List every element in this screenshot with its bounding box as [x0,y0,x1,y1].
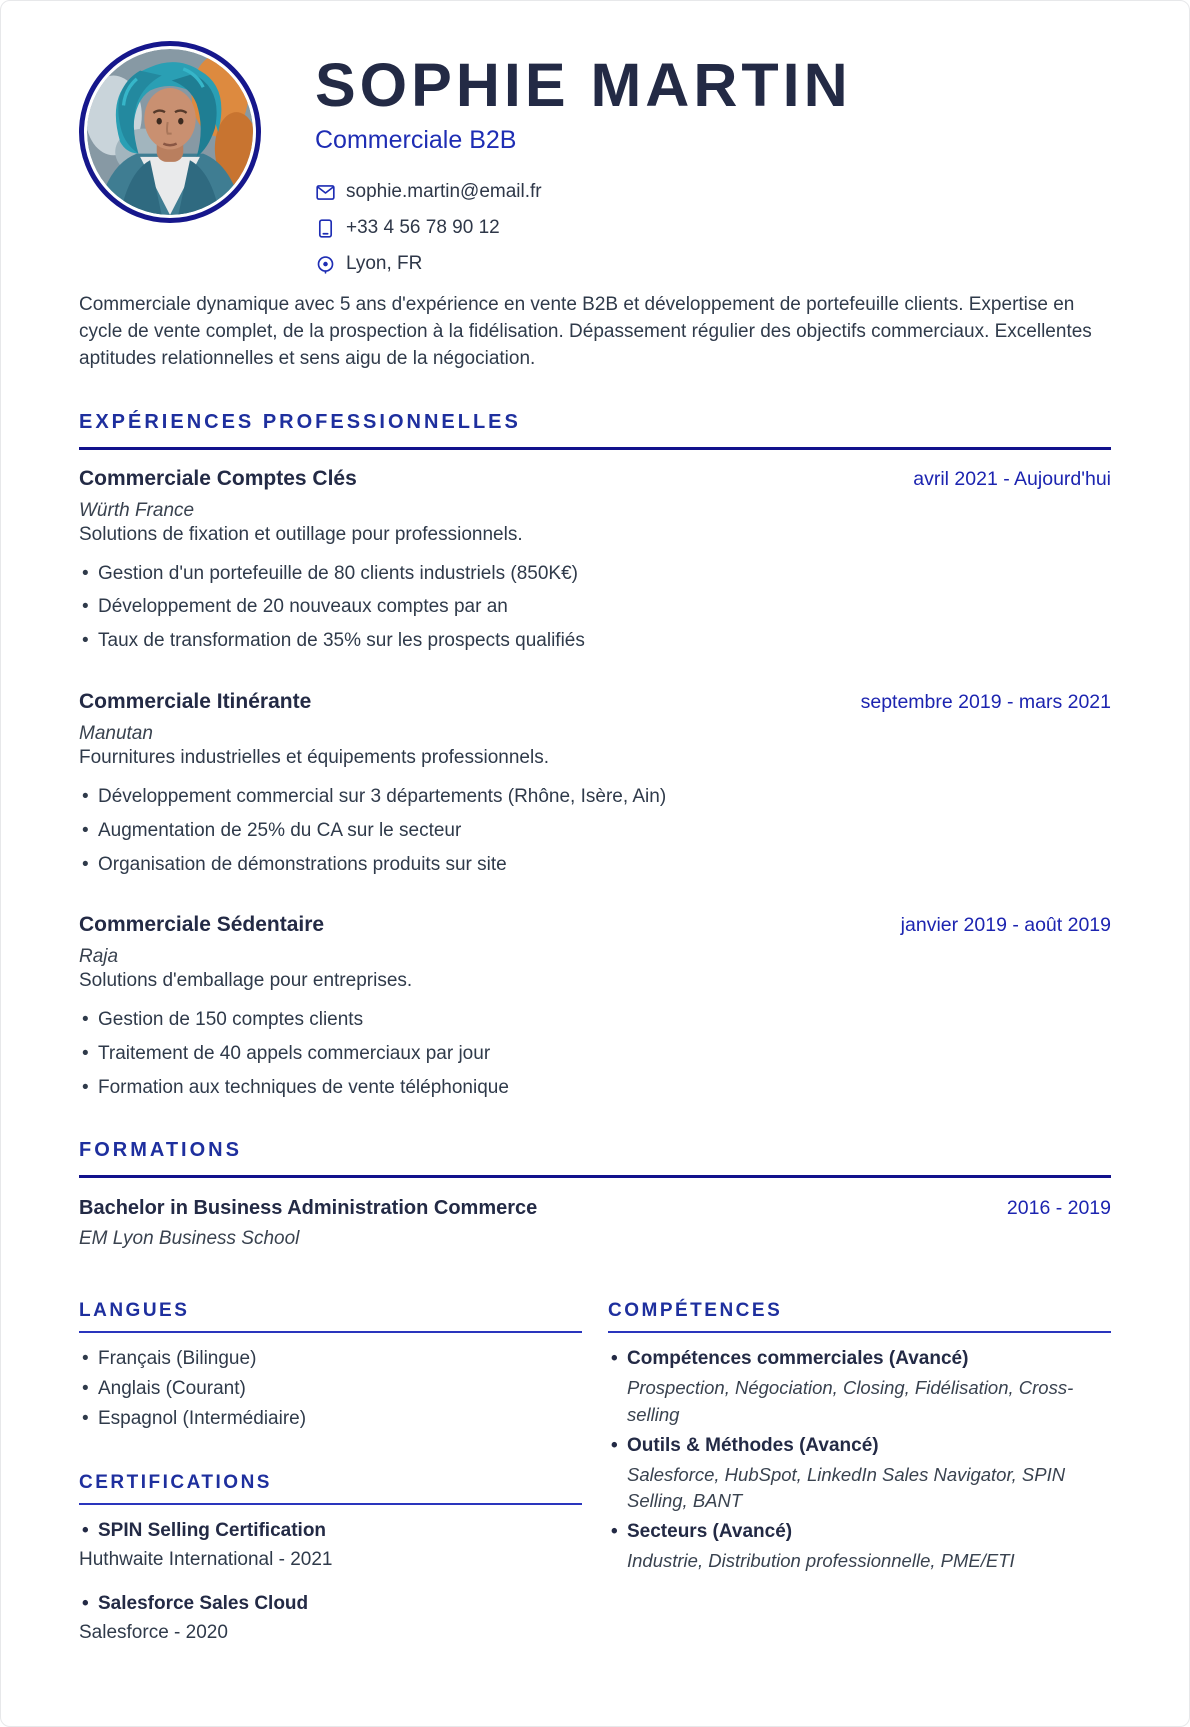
job-bullet-list [79,1007,1111,1100]
job-entry [79,690,1111,877]
section-languages-title: LANGUES [79,1300,582,1333]
right-column [608,1300,1111,1666]
job-bullet: • Développement commercial sur 3 départements (Rhône, Isère, Ain) [79,784,1111,810]
certification-name: • Salesforce Sales Cloud [79,1593,582,1615]
contact-phone-text: +33 4 56 78 90 12 [346,217,500,239]
contact-phone [315,217,852,239]
skill-entry [608,1521,1111,1575]
profile-summary: Commerciale dynamique avec 5 ans d'expérience en vente B2B et développement de portefeuille clients. Expertise en cycle de vente complet, de la prospection à la fidélisation. Dépassement régulier des objectifs commerciaux. Excellentes aptitudes relationnelles et sens aigu de la négociation. [79,294,1092,370]
section-skills-title: COMPÉTENCES [608,1300,1111,1333]
contact-location [315,253,852,275]
job-description: Solutions d'emballage pour entreprises. [79,970,413,992]
job-description: Fournitures industrielles et équipements professionnels. [79,747,549,768]
job-bullet: • Taux de transformation de 35% sur les prospects qualifiés [79,628,1111,654]
certification-entry [79,1593,582,1644]
language-list [79,1348,582,1430]
avatar [79,41,261,223]
job-bullet: • Traitement de 40 appels commerciaux par jour [79,1041,1111,1067]
education-school: EM Lyon Business School [79,1227,300,1249]
phone-icon [315,218,336,239]
job-role: Commerciale Comptes Clés [79,466,357,490]
job-company: Manutan [79,723,153,744]
certification-entry [79,1520,582,1571]
avatar-illustration [87,49,253,215]
section-experience-title: EXPÉRIENCES PROFESSIONNELLES [79,411,1111,450]
education-entry [79,1197,1111,1250]
job-role: Commerciale Itinérante [79,690,312,713]
identity-block [315,41,852,275]
left-column [79,1300,582,1666]
certification-name: • SPIN Selling Certification [79,1520,582,1542]
location-icon [315,254,336,275]
job-entry [79,913,1111,1100]
job-bullet-list [79,561,1111,654]
skill-entry [608,1435,1111,1516]
skill-name: • Outils & Méthodes (Avancé) [608,1435,1111,1457]
person-role: Commerciale B2B [315,126,517,155]
contact-email [315,181,852,203]
job-bullet-list [79,784,1111,877]
job-bullet: • Gestion d'un portefeuille de 80 clients industriels (850K€) [79,561,1111,587]
contact-email-text: sophie.martin@email.fr [346,181,542,203]
skill-name: • Compétences commerciales (Avancé) [608,1348,1111,1370]
section-certifications-title: CERTIFICATIONS [79,1472,582,1505]
resume-header [79,41,1111,275]
section-skills [608,1300,1111,1575]
skill-name: • Secteurs (Avancé) [608,1521,1111,1543]
job-bullet: • Formation aux techniques de vente téléphonique [79,1075,1111,1101]
section-education-title: FORMATIONS [79,1139,1111,1178]
job-description: Solutions de fixation et outillage pour professionnels. [79,523,523,545]
certification-issuer: Salesforce - 2020 [79,1621,228,1643]
job-bullet: • Développement de 20 nouveaux comptes par an [79,594,1111,620]
job-company: Würth France [79,499,195,521]
person-name: SOPHIE MARTIN [315,51,852,119]
skill-entry [608,1348,1111,1429]
education-dates: 2016 - 2019 [1006,1196,1111,1219]
job-bullet: • Organisation de démonstrations produits sur site [79,852,1111,878]
certification-issuer: Huthwaite International - 2021 [79,1548,333,1570]
language-item: • Espagnol (Intermédiaire) [79,1408,582,1430]
job-bullet: • Gestion de 150 comptes clients [79,1007,1111,1033]
contact-location-text: Lyon, FR [346,253,423,275]
job-role: Commerciale Sédentaire [79,913,325,937]
contact-list [315,181,852,275]
education-degree: Bachelor in Business Administration Commerce [79,1196,538,1219]
language-item: • Français (Bilingue) [79,1348,582,1370]
job-bullet: • Augmentation de 25% du CA sur le secteur [79,818,1111,844]
skill-details: Prospection, Négociation, Closing, Fidélisation, Cross-selling [627,1376,1074,1425]
section-certifications [79,1472,582,1644]
skill-details: Salesforce, HubSpot, LinkedIn Sales Navigator, SPIN Selling, BANT [627,1463,1066,1512]
language-item: • Anglais (Courant) [79,1378,582,1400]
section-experience [79,411,1111,1101]
job-dates: septembre 2019 - mars 2021 [860,691,1111,713]
job-company: Raja [79,946,119,968]
job-dates: janvier 2019 - août 2019 [900,914,1111,937]
section-education [79,1139,1111,1250]
section-languages [79,1300,582,1430]
job-entry [79,467,1111,654]
email-icon [315,182,336,203]
bottom-columns [79,1300,1111,1666]
skill-details: Industrie, Distribution professionnelle, PME/ETI [627,1550,1015,1572]
job-dates: avril 2021 - Aujourd'hui [913,467,1111,490]
